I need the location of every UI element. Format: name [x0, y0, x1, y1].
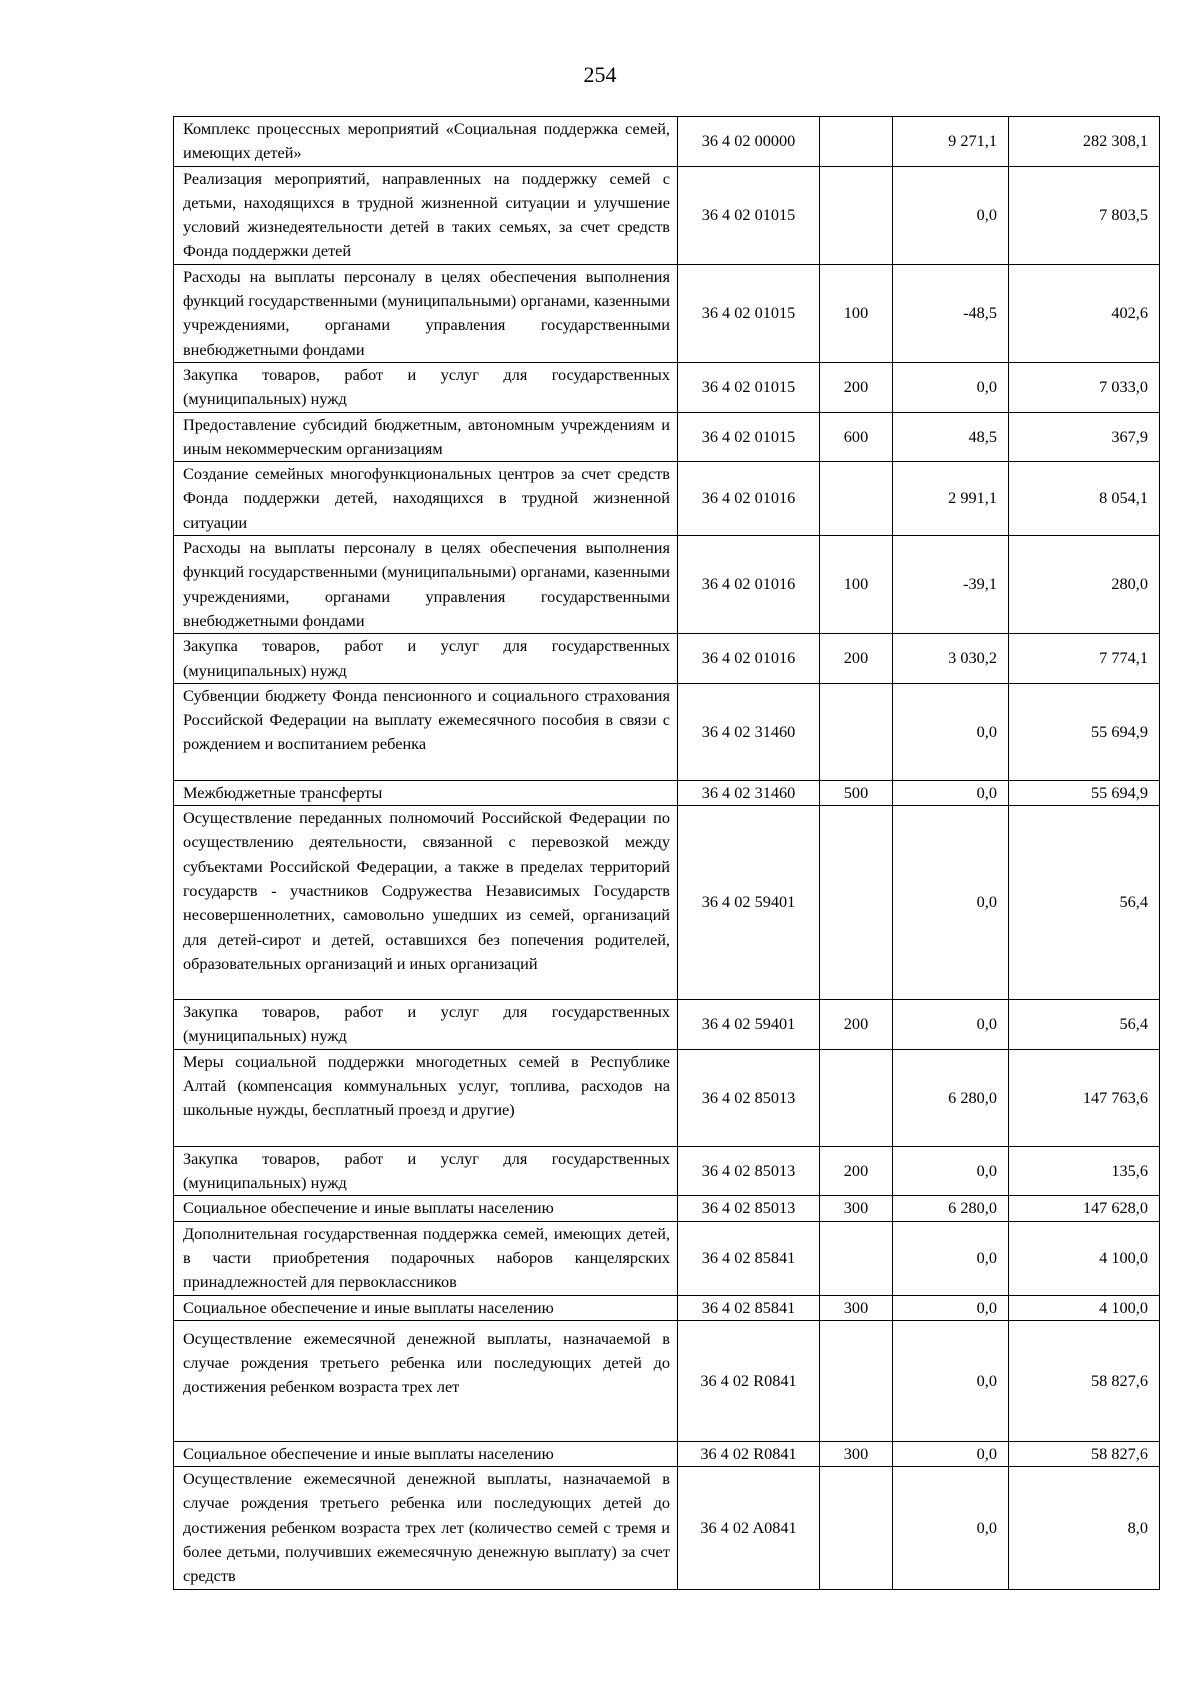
- row-amount-change-cell: 6 280,0: [893, 1049, 1009, 1146]
- row-amount-change-cell: 6 280,0: [893, 1196, 1009, 1221]
- row-name-text: Закупка товаров, работ и услуг для государственных (муниципальных) нужд: [183, 1148, 670, 1193]
- row-amount-change-cell: 9 271,1: [893, 117, 1009, 167]
- row-name-text: Создание семейных многофункциональных центров за счет средств Фонда поддержки детей, находящихся в трудной жизненной ситуации: [183, 464, 670, 532]
- row-name-text: Предоставление субсидий бюджетным, автономным учреждениям и иным некоммерческим организациям: [183, 414, 670, 458]
- row-amount-change-cell: 0,0: [893, 806, 1009, 1000]
- row-name-text: Дополнительная государственная поддержка семей, имеющих детей, в части приобретения подарочных наборов канцелярских принадлежностей для первоклассников: [183, 1223, 670, 1292]
- row-csr-cell: 36 4 02 85013: [678, 1049, 820, 1146]
- page-number: 254: [583, 62, 617, 87]
- row-amount-total-cell: 56,4: [1009, 1000, 1160, 1050]
- row-amount-total-cell: 280,0: [1009, 536, 1160, 634]
- row-name-cell: [174, 634, 678, 684]
- row-vr-cell: 600: [820, 412, 893, 462]
- row-name-cell: [174, 412, 678, 462]
- row-name-text: Субвенции бюджету Фонда пенсионного и социального страхования Российской Федерации на выплату ежемесячного пособия в связи с рождением и воспитанием ребенка: [183, 685, 670, 754]
- row-csr-cell: 36 4 02 00000: [678, 117, 820, 167]
- row-vr-cell: 300: [820, 1196, 893, 1221]
- row-amount-total-cell: 7 803,5: [1009, 166, 1160, 264]
- row-name-text: Расходы на выплаты персоналу в целях обеспечения выполнения функций государственными (муниципальными) органами, казенными учреждениями, органами управления государственными внебюджетными фондами: [183, 538, 670, 630]
- row-name-cell: [174, 1000, 678, 1050]
- table-row: [174, 780, 1160, 805]
- row-name-text: Осуществление переданных полномочий Российской Федерации по осуществлению деятельности, связанной с перевозкой между субъектами Российской Федерации, а также в пределах территорий государств - участников Содружества Независимых Государств несовершеннолетних, самовольно ушедших из семей, организаций для детей-сирот и детей, оставшихся без попечения родителей, образовательных организаций и иных организаций: [183, 808, 670, 973]
- row-vr-cell: 200: [820, 1146, 893, 1196]
- row-amount-total-cell: 7 033,0: [1009, 362, 1160, 412]
- row-csr-cell: 36 4 02 01015: [678, 166, 820, 264]
- row-name-text: Закупка товаров, работ и услуг для государственных (муниципальных) нужд: [183, 364, 670, 409]
- row-amount-total-cell: 55 694,9: [1009, 780, 1160, 805]
- row-vr-cell: 200: [820, 362, 893, 412]
- row-vr-cell: 100: [820, 264, 893, 362]
- row-amount-change-cell: -48,5: [893, 264, 1009, 362]
- row-amount-total-cell: 282 308,1: [1009, 117, 1160, 167]
- row-vr-cell: [820, 806, 893, 1000]
- row-name-cell: [174, 1320, 678, 1441]
- row-name-text: Межбюджетные трансферты: [183, 782, 383, 802]
- row-amount-change-cell: 0,0: [893, 1295, 1009, 1320]
- table-row: [174, 1049, 1160, 1146]
- row-csr-cell: 36 4 02 85013: [678, 1196, 820, 1221]
- row-name-cell: [174, 1221, 678, 1295]
- table-row: [174, 1146, 1160, 1196]
- row-vr-cell: [820, 1049, 893, 1146]
- row-amount-total-cell: 135,6: [1009, 1146, 1160, 1196]
- row-csr-cell: 36 4 02 85841: [678, 1221, 820, 1295]
- row-amount-change-cell: 0,0: [893, 780, 1009, 805]
- row-csr-cell: 36 4 02 85013: [678, 1146, 820, 1196]
- row-name-cell: [174, 780, 678, 805]
- row-amount-total-cell: 7 774,1: [1009, 634, 1160, 684]
- table-row: [174, 1441, 1160, 1466]
- row-vr-cell: 200: [820, 634, 893, 684]
- row-csr-cell: 36 4 02 01016: [678, 634, 820, 684]
- row-amount-change-cell: 0,0: [893, 1000, 1009, 1050]
- row-csr-cell: 36 4 02 01016: [678, 536, 820, 634]
- row-amount-change-cell: -39,1: [893, 536, 1009, 634]
- row-name-cell: [174, 1467, 678, 1589]
- row-csr-cell: 36 4 02 59401: [678, 806, 820, 1000]
- row-amount-change-cell: 0,0: [893, 1441, 1009, 1466]
- row-amount-change-cell: 2 991,1: [893, 462, 1009, 536]
- table-body: [174, 117, 1160, 1590]
- table-row: [174, 1320, 1160, 1441]
- row-csr-cell: 36 4 02 31460: [678, 683, 820, 780]
- row-name-text: Реализация мероприятий, направленных на поддержку семей с детьми, находящихся в трудной жизненной ситуации и улучшение условий жизнедеятельности детей в таких семьях, за счет средств Фонда поддержки детей: [183, 168, 670, 261]
- table-row: [174, 166, 1160, 264]
- row-name-text: Социальное обеспечение и иные выплаты населению: [183, 1443, 554, 1463]
- table-row: [174, 1467, 1160, 1589]
- row-amount-total-cell: 58 827,6: [1009, 1441, 1160, 1466]
- row-name-cell: [174, 806, 678, 1000]
- row-amount-change-cell: 0,0: [893, 1146, 1009, 1196]
- row-vr-cell: [820, 117, 893, 167]
- row-amount-total-cell: 367,9: [1009, 412, 1160, 462]
- row-name-cell: [174, 683, 678, 780]
- row-name-text: Расходы на выплаты персоналу в целях обеспечения выполнения функций государственными (муниципальными) органами, казенными учреждениями, органами управления государственными внебюджетными фондами: [183, 266, 670, 359]
- row-vr-cell: 500: [820, 780, 893, 805]
- row-csr-cell: 36 4 02 31460: [678, 780, 820, 805]
- row-name-text: Осуществление ежемесячной денежной выплаты, назначаемой в случае рождения третьего ребенка или последующих детей до достижения ребенком возраста трех лет (количество семей с тремя и более детьми, получивших ежемесячную денежную выплату) за счет средств: [183, 1469, 670, 1586]
- row-csr-cell: 36 4 02 A0841: [678, 1467, 820, 1589]
- table-row: [174, 264, 1160, 362]
- row-name-cell: [174, 1146, 678, 1196]
- row-amount-total-cell: 402,6: [1009, 264, 1160, 362]
- row-vr-cell: [820, 1467, 893, 1589]
- table-row: [174, 1295, 1160, 1320]
- row-csr-cell: 36 4 02 59401: [678, 1000, 820, 1050]
- table-row: [174, 634, 1160, 684]
- row-amount-change-cell: 0,0: [893, 683, 1009, 780]
- table-row: [174, 806, 1160, 1000]
- row-amount-total-cell: 58 827,6: [1009, 1320, 1160, 1441]
- row-vr-cell: [820, 1221, 893, 1295]
- row-vr-cell: 200: [820, 1000, 893, 1050]
- row-name-text: Комплекс процессных мероприятий «Социальная поддержка семей, имеющих детей»: [183, 119, 670, 163]
- row-vr-cell: [820, 462, 893, 536]
- row-amount-total-cell: 8 054,1: [1009, 462, 1160, 536]
- row-csr-cell: 36 4 02 R0841: [678, 1441, 820, 1466]
- table-row: [174, 1196, 1160, 1221]
- row-csr-cell: 36 4 02 R0841: [678, 1320, 820, 1441]
- row-amount-total-cell: 55 694,9: [1009, 683, 1160, 780]
- row-name-cell: [174, 1295, 678, 1320]
- row-amount-change-cell: 0,0: [893, 1320, 1009, 1441]
- row-name-cell: [174, 166, 678, 264]
- row-name-cell: [174, 117, 678, 167]
- row-amount-change-cell: 0,0: [893, 362, 1009, 412]
- row-name-text: Социальное обеспечение и иные выплаты населению: [183, 1198, 554, 1218]
- row-vr-cell: [820, 1320, 893, 1441]
- row-csr-cell: 36 4 02 85841: [678, 1295, 820, 1320]
- table-row: [174, 117, 1160, 167]
- row-name-text: Осуществление ежемесячной денежной выплаты, назначаемой в случае рождения третьего ребенка или последующих детей до достижения ребенком возраста трех лет: [183, 1328, 670, 1397]
- table-row: [174, 1000, 1160, 1050]
- row-name-cell: [174, 264, 678, 362]
- row-amount-total-cell: 8,0: [1009, 1467, 1160, 1589]
- row-amount-total-cell: 147 763,6: [1009, 1049, 1160, 1146]
- row-amount-change-cell: 3 030,2: [893, 634, 1009, 684]
- row-amount-total-cell: 147 628,0: [1009, 1196, 1160, 1221]
- row-vr-cell: 100: [820, 536, 893, 634]
- table-row: [174, 683, 1160, 780]
- row-amount-total-cell: 4 100,0: [1009, 1295, 1160, 1320]
- row-csr-cell: 36 4 02 01016: [678, 462, 820, 536]
- table-row: [174, 1221, 1160, 1295]
- table-row: [174, 462, 1160, 536]
- row-name-text: Закупка товаров, работ и услуг для государственных (муниципальных) нужд: [183, 1002, 670, 1046]
- row-amount-change-cell: 0,0: [893, 1221, 1009, 1295]
- row-name-text: Закупка товаров, работ и услуг для государственных (муниципальных) нужд: [183, 636, 670, 680]
- row-name-text: Меры социальной поддержки многодетных семей в Республике Алтай (компенсация коммунальных услуг, топлива, расходов на школьные нужды, бесплатный проезд и другие): [183, 1051, 670, 1120]
- table-row: [174, 536, 1160, 634]
- row-vr-cell: 300: [820, 1295, 893, 1320]
- budget-table: [173, 116, 1160, 1590]
- row-name-cell: [174, 362, 678, 412]
- row-vr-cell: [820, 166, 893, 264]
- row-csr-cell: 36 4 02 01015: [678, 362, 820, 412]
- table-row: [174, 412, 1160, 462]
- row-amount-total-cell: 4 100,0: [1009, 1221, 1160, 1295]
- row-name-cell: [174, 462, 678, 536]
- row-amount-change-cell: 0,0: [893, 1467, 1009, 1589]
- row-name-text: Социальное обеспечение и иные выплаты населению: [183, 1297, 554, 1317]
- row-vr-cell: 300: [820, 1441, 893, 1466]
- row-name-cell: [174, 1441, 678, 1466]
- row-vr-cell: [820, 683, 893, 780]
- row-amount-total-cell: 56,4: [1009, 806, 1160, 1000]
- row-name-cell: [174, 536, 678, 634]
- row-csr-cell: 36 4 02 01015: [678, 264, 820, 362]
- table-row: [174, 362, 1160, 412]
- row-amount-change-cell: 0,0: [893, 166, 1009, 264]
- row-amount-change-cell: 48,5: [893, 412, 1009, 462]
- row-csr-cell: 36 4 02 01015: [678, 412, 820, 462]
- row-name-cell: [174, 1049, 678, 1146]
- row-name-cell: [174, 1196, 678, 1221]
